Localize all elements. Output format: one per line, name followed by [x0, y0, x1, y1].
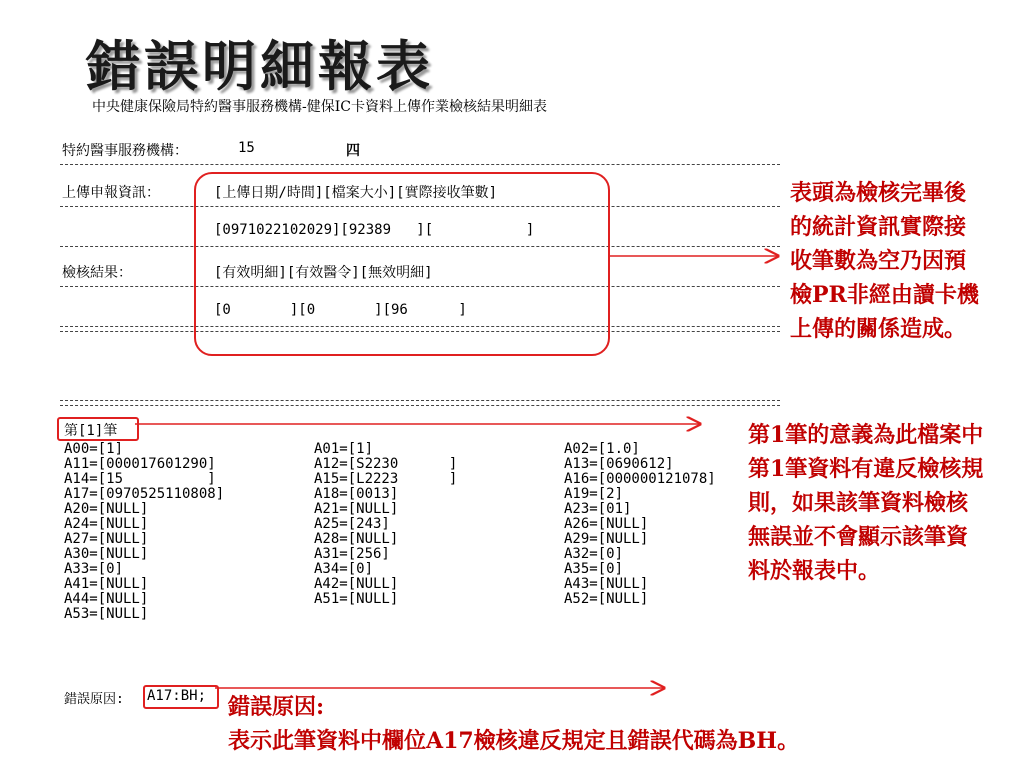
field-cell: A02=[1.0] [564, 441, 640, 457]
field-cell: A51=[NULL] [314, 591, 399, 607]
field-cell: A53=[NULL] [64, 606, 149, 622]
org-label: 特約醫事服務機構： [62, 143, 188, 159]
field-cell: A16=[000000121078] [564, 471, 716, 487]
field-cell: A35=[0] [564, 561, 624, 577]
field-cell: A34=[0] [314, 561, 374, 577]
upload-header: [上傳日期/時間][檔案大小][實際接收筆數] [214, 185, 497, 201]
field-cell: A32=[0] [564, 546, 624, 562]
field-cell: A23=[01] [564, 501, 632, 517]
error-code: A17:BH; [147, 688, 207, 704]
field-cell: A42=[NULL] [314, 576, 399, 592]
error-annotation-body: 表示此筆資料中欄位A17檢核違反規定且錯誤代碼為BH。 [228, 728, 800, 754]
field-cell: A21=[NULL] [314, 501, 399, 517]
field-cell: A01=[1] [314, 441, 374, 457]
field-cell: A13=[0690612] [564, 456, 674, 472]
check-label: 檢核結果： [62, 265, 132, 281]
field-cell: A24=[NULL] [64, 516, 149, 532]
page-title: 錯誤明細報表 [86, 34, 434, 98]
field-cell: A27=[NULL] [64, 531, 149, 547]
field-cell: A25=[243] [314, 516, 390, 532]
field-cell: A33=[0] [64, 561, 124, 577]
field-cell: A30=[NULL] [64, 546, 149, 562]
header-annotation: 表頭為檢核完畢後的統計資訊實際接收筆數為空乃因預檢PR非經由讀卡機上傳的關係造成。 [790, 180, 979, 342]
field-cell: A19=[2] [564, 486, 624, 502]
field-cell: A14=[15 ] [64, 471, 216, 487]
org-code: 15 [238, 140, 255, 156]
field-cell: A18=[0013] [314, 486, 399, 502]
field-cell: A17=[0970525110808] [64, 486, 225, 502]
field-cell: A15=[L2223 ] [314, 471, 458, 487]
record-label: 第[1]筆 [64, 423, 118, 439]
field-cell: A26=[NULL] [564, 516, 649, 532]
field-cell: A20=[NULL] [64, 501, 149, 517]
field-cell: A29=[NULL] [564, 531, 649, 547]
org-suffix: 四 [346, 143, 360, 159]
upload-values: [0971022102029][92389 ][ ] [214, 222, 535, 238]
field-cell: A00=[1] [64, 441, 124, 457]
error-label: 錯誤原因: [64, 692, 124, 707]
report-subtitle: 中央健康保險局特約醫事服務機構-健保IC卡資料上傳作業檢核結果明細表 [92, 99, 547, 115]
field-cell: A28=[NULL] [314, 531, 399, 547]
error-annotation-title: 錯誤原因: [228, 694, 325, 720]
check-header: [有效明細][有效醫令][無效明細] [214, 265, 433, 281]
upload-label: 上傳申報資訊： [62, 185, 160, 201]
field-cell: A12=[S2230 ] [314, 456, 458, 472]
field-cell: A41=[NULL] [64, 576, 149, 592]
check-values: [0 ][0 ][96 ] [214, 302, 467, 318]
field-cell: A44=[NULL] [64, 591, 149, 607]
field-cell: A52=[NULL] [564, 591, 649, 607]
field-cell: A11=[000017601290] [64, 456, 216, 472]
field-cell: A31=[256] [314, 546, 390, 562]
field-cell: A43=[NULL] [564, 576, 649, 592]
record-annotation: 第1筆的意義為此檔案中第1筆資料有違反檢核規則，如果該筆資料檢核無誤並不會顯示該筆資料於報表中。 [748, 422, 984, 584]
